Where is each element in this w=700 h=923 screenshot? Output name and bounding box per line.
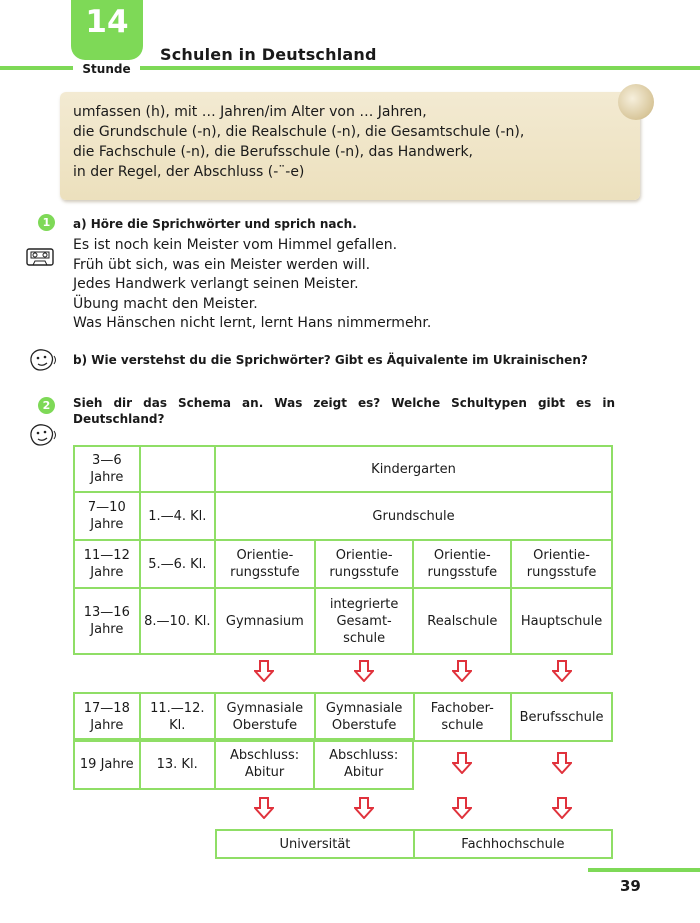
lesson-number: 14 xyxy=(85,4,129,40)
vocab-line: die Fachschule (-n), die Berufsschule (-n), das Handwerk, xyxy=(73,144,473,160)
table-row xyxy=(74,492,612,540)
university-cell: Universität xyxy=(216,830,414,858)
down-arrow-icon xyxy=(552,752,572,774)
age-cell: 3—6 Jahre xyxy=(74,446,140,492)
lesson-label: Stunde xyxy=(73,60,140,78)
school-cell: Gymnasiale Oberstufe xyxy=(215,693,315,741)
school-cell: Realschule xyxy=(413,588,511,654)
age-cell: 7—10 Jahre xyxy=(74,492,140,540)
schema-abitur-table xyxy=(73,738,414,790)
school-cell: Gymnasium xyxy=(215,588,315,654)
proverb: Früh übt sich, was ein Meister werden will. xyxy=(73,257,371,273)
down-arrow-icon xyxy=(254,797,274,819)
vocab-line: umfassen (h), mit … Jahren/im Alter von … Jahren, xyxy=(73,104,427,120)
school-cell: Abschluss: Abitur xyxy=(215,739,315,789)
table-row xyxy=(216,830,612,858)
down-arrow-icon xyxy=(552,797,572,819)
down-arrow-icon xyxy=(452,660,472,682)
age-cell: 11—12 Jahre xyxy=(74,540,140,588)
proverb: Es ist noch kein Meister vom Himmel gefallen. xyxy=(73,237,398,253)
school-cell: Fachober-schule xyxy=(414,693,512,741)
school-cell: Orientie-rungsstufe xyxy=(511,540,612,588)
school-cell: integrierte Gesamt-schule xyxy=(315,588,414,654)
proverb: Was Hänschen nicht lernt, lernt Hans nimmermehr. xyxy=(73,315,432,331)
table-row xyxy=(74,540,612,588)
table-row xyxy=(74,446,612,492)
grundschule-cell: Grundschule xyxy=(215,492,612,540)
grade-cell: 13. Kl. xyxy=(140,739,215,789)
page-number: 39 xyxy=(620,877,641,895)
exercise-2-number: 2 xyxy=(38,397,55,414)
school-cell: Orientie-rungsstufe xyxy=(315,540,414,588)
schema-upper-table xyxy=(73,445,613,655)
exercise-1a-task: a) Höre die Sprichwörter und sprich nach. xyxy=(73,217,357,231)
schema-lower-table xyxy=(73,692,613,742)
speaking-face-icon xyxy=(27,347,59,373)
grade-cell: 8.—10. Kl. xyxy=(140,588,215,654)
school-cell: Orientie-rungsstufe xyxy=(215,540,315,588)
age-cell: 19 Jahre xyxy=(74,739,140,789)
down-arrow-icon xyxy=(354,797,374,819)
fachhochschule-cell: Fachhochschule xyxy=(414,830,612,858)
table-row xyxy=(74,588,612,654)
proverb: Jedes Handwerk verlangt seinen Meister. xyxy=(73,276,359,292)
exercise-1b-task: b) Wie verstehst du die Sprichwörter? Gibt es Äquivalente im Ukrainischen? xyxy=(73,353,588,367)
age-cell: 17—18 Jahre xyxy=(74,693,140,741)
down-arrow-icon xyxy=(254,660,274,682)
kindergarten-cell: Kindergarten xyxy=(215,446,612,492)
cassette-icon xyxy=(26,247,54,267)
school-cell: Abschluss: Abitur xyxy=(314,739,413,789)
grade-cell: 1.—4. Kl. xyxy=(140,492,215,540)
age-cell: 13—16 Jahre xyxy=(74,588,140,654)
down-arrow-icon xyxy=(552,660,572,682)
footer-rule xyxy=(588,868,700,872)
proverb: Übung macht den Meister. xyxy=(73,296,258,312)
exercise-2-heading-cont: Deutschland? xyxy=(73,412,165,426)
grade-cell: 5.—6. Kl. xyxy=(140,540,215,588)
exercise-2-heading: Sieh dir das Schema an. Was zeigt es? Welche Schultypen gibt es in xyxy=(73,396,615,410)
page-title: Schulen in Deutschland xyxy=(160,45,377,64)
school-cell: Berufsschule xyxy=(511,693,612,741)
schema-final-table xyxy=(215,829,613,859)
school-cell: Hauptschule xyxy=(511,588,612,654)
scroll-curl xyxy=(618,84,654,120)
school-cell: Gymnasiale Oberstufe xyxy=(315,693,414,741)
down-arrow-icon xyxy=(452,797,472,819)
grade-cell: 11.—12. Kl. xyxy=(140,693,215,741)
grade-cell xyxy=(140,446,215,492)
down-arrow-icon xyxy=(354,660,374,682)
exercise-1-number: 1 xyxy=(38,214,55,231)
school-cell: Orientie-rungsstufe xyxy=(413,540,511,588)
table-row xyxy=(74,693,612,741)
table-row xyxy=(74,739,413,789)
down-arrow-icon xyxy=(452,752,472,774)
vocab-line: die Grundschule (-n), die Realschule (-n), die Gesamtschule (-n), xyxy=(73,124,525,140)
vocab-line: in der Regel, der Abschluss (-¨-e) xyxy=(73,164,305,180)
speaking-face-icon xyxy=(27,422,59,448)
